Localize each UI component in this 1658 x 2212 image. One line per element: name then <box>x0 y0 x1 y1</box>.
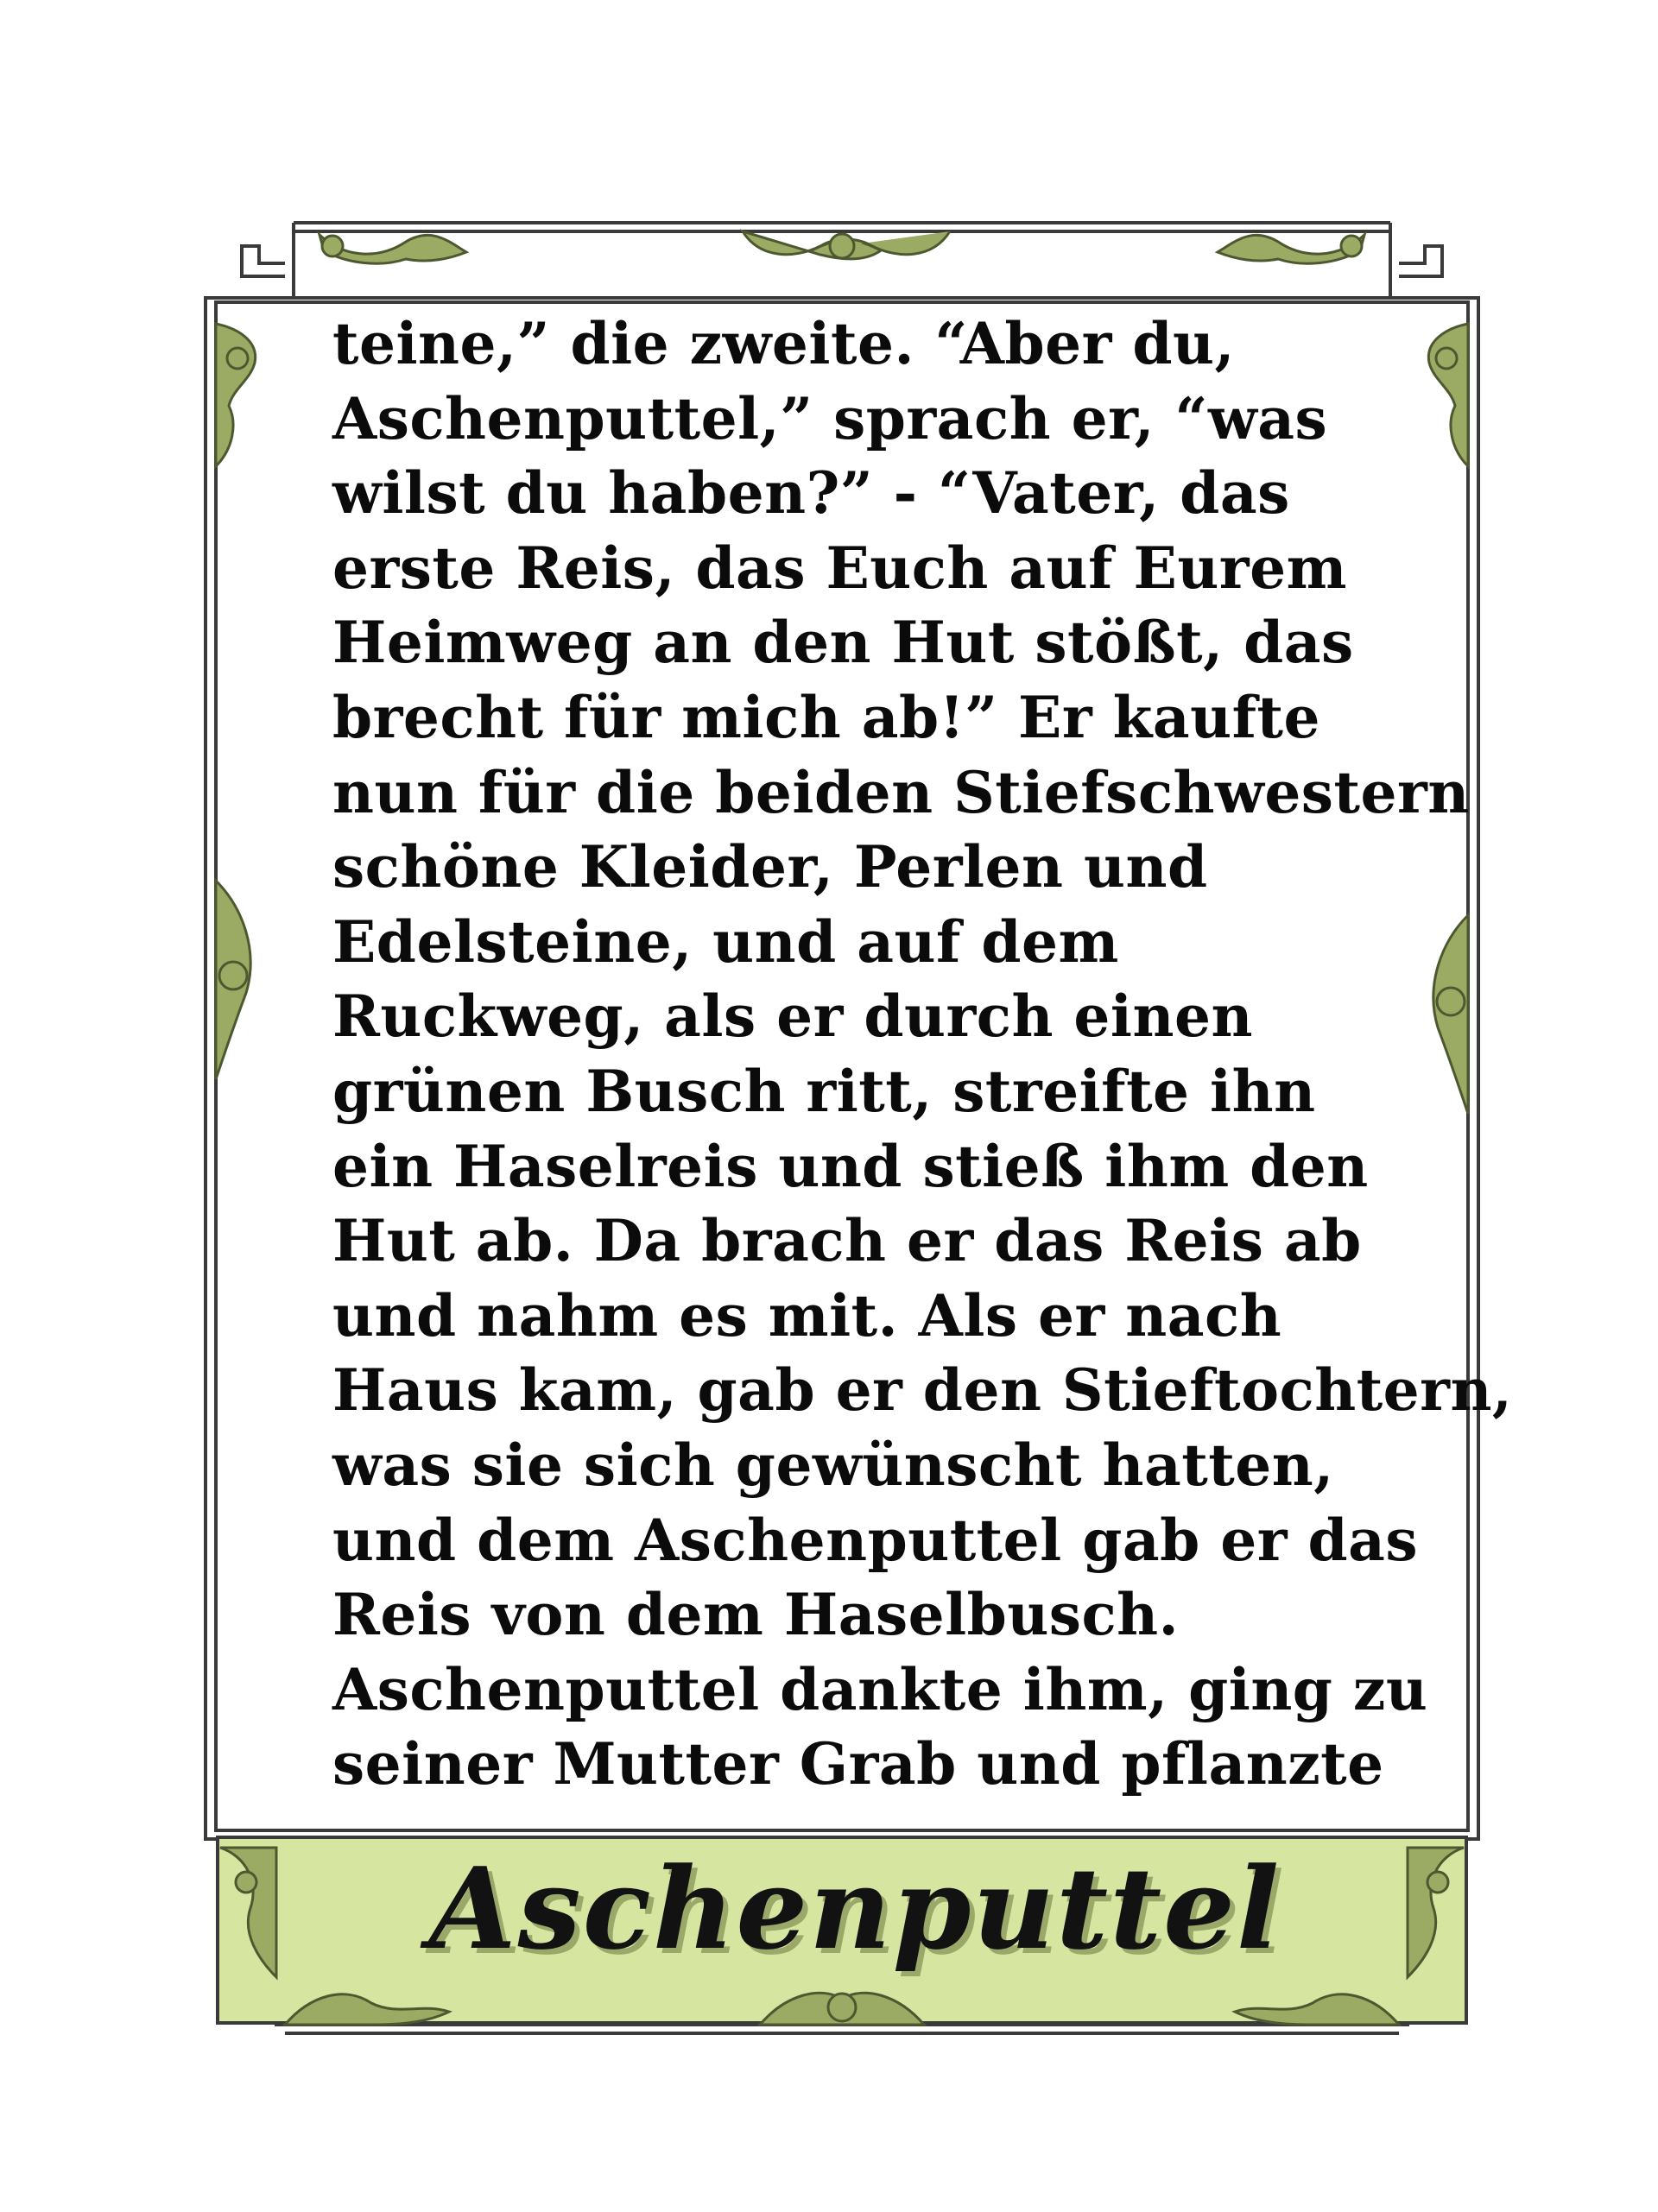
text-line: erste Reis, das Euch auf Eurem <box>332 534 1347 602</box>
text-line: Heimweg an den Hut stößt, das <box>332 609 1354 677</box>
text-line: Aschenputtel dankte ihm, ging zu <box>332 1655 1428 1723</box>
text-line: Haus kam, gab er den Stieftochtern, <box>332 1356 1513 1425</box>
scroll-ornament-icon <box>320 231 1364 263</box>
text-line: teine,” die zweite. “Aber du, <box>332 310 1236 377</box>
story-text <box>332 307 1513 1802</box>
text-line: Reis von dem Haselbusch. <box>332 1581 1180 1649</box>
text-line: Aschenputtel,” sprach er, “was <box>332 384 1328 452</box>
text-line: was sie sich gewünscht hatten, <box>332 1431 1334 1499</box>
text-line: wilst du haben?” - “Vater, das <box>332 459 1290 528</box>
text-line: Edelsteine, und auf dem <box>332 907 1119 976</box>
book-title: Aschenputtel <box>428 1842 1281 1975</box>
text-line: seiner Mutter Grab und pflanzte <box>332 1730 1384 1798</box>
text-line: und nahm es mit. Als er nach <box>332 1281 1282 1349</box>
text-line: brecht für mich ab!” Er kaufte <box>332 683 1320 751</box>
text-line: nun für die beiden Stiefschwestern <box>332 758 1470 826</box>
text-line: schöne Kleider, Perlen und <box>332 833 1208 901</box>
text-line: grünen Busch ritt, streifte ihn <box>332 1057 1316 1125</box>
text-line: Ruckweg, als er durch einen <box>332 983 1253 1051</box>
text-line: ein Haselreis und stieß ihm den <box>332 1132 1369 1200</box>
text-line: und dem Aschenputtel gab er das <box>332 1506 1419 1574</box>
text-line: Hut ab. Da brach er das Reis ab <box>332 1207 1362 1275</box>
